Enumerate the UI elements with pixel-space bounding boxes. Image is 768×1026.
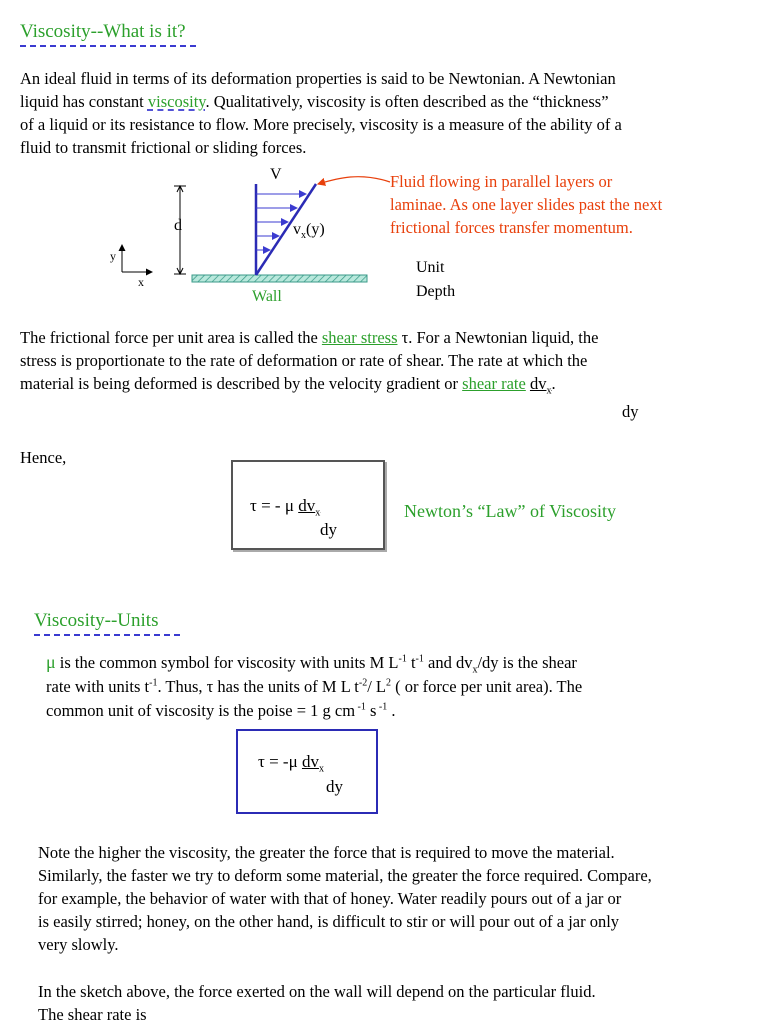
units-line-3: common unit of viscosity is the poise = 1 g cm $^{-1}$ s $^{-1}$ .	[46, 701, 396, 720]
annotation-arrow	[318, 177, 390, 184]
units-line-2: rate with units $t^{-1}$. Thus, τ has the units of M L $t^{-2}/$ $L^2$ ( or force per unit area). The	[46, 677, 583, 696]
note-line-2: Similarly, the faster we try to deform some material, the greater the force required. Compare,	[38, 866, 652, 885]
intro-line-4: fluid to transmit frictional or sliding forces.	[20, 138, 307, 157]
closing-line-2: The shear rate is	[38, 1005, 147, 1024]
equation2-lhs: τ = -μ $dv_x$	[258, 752, 324, 775]
section-heading-units: Viscosity--Units	[34, 610, 159, 631]
laminar-annotation	[390, 170, 662, 239]
velocity-profile-diagram	[100, 160, 400, 310]
closing-line-1: In the sketch above, the force exerted on the wall will depend on the particular fluid.	[38, 982, 596, 1001]
intro-paragraph	[20, 67, 622, 159]
intro-line-2	[20, 90, 622, 113]
mu-symbol: μ	[46, 652, 56, 672]
shear-rate-link[interactable]: shear rate	[462, 374, 526, 393]
equation-numerator: $dv_x$	[298, 496, 321, 519]
equation-lhs: τ = - μ $dv_x$	[250, 496, 321, 519]
units-paragraph	[46, 650, 582, 723]
intro-line-2-end: . Qualitatively, viscosity is often described as the “thickness”	[205, 92, 609, 111]
equation2-numerator: $dv_x$	[301, 752, 324, 775]
note-paragraph	[38, 841, 652, 956]
note-line-3: for example, the behavior of water with that of honey. Water readily pours out of a jar or	[38, 889, 622, 908]
intro-line-2-start: liquid has constant	[20, 92, 148, 111]
label-depth: Depth	[416, 283, 456, 300]
viscosity-link[interactable]: viscosity	[147, 92, 206, 111]
shear-rate-denominator: dy	[622, 402, 639, 421]
label-wall: Wall	[252, 288, 282, 305]
annotation-line-1: Fluid flowing in parallel layers or	[390, 172, 613, 191]
hence-label: Hence,	[20, 448, 67, 467]
shear-rate-numerator: $dv_x$	[529, 374, 552, 397]
heading-dashed-rule	[34, 634, 180, 636]
intro-line-1: An ideal fluid in terms of its deformation properties is said to be Newtonian. A Newtonian	[20, 69, 616, 88]
wall-surface	[192, 275, 367, 282]
annotation-line-2: laminae. As one layer slides past the next	[390, 195, 663, 214]
note-line-4: is easily stirred; honey, on the other hand, is difficult to stir or will pour out of a jar only	[38, 912, 620, 931]
label-y-axis: y	[110, 249, 116, 263]
annotation-line-3: frictional forces transfer momentum.	[390, 218, 633, 237]
shear-line-1: The frictional force per unit area is called the shear stress τ. For a Newtonian liquid, the	[20, 328, 599, 347]
closing-paragraph	[38, 980, 596, 1026]
label-x-axis: x	[138, 275, 144, 289]
note-line-5: very slowly.	[38, 935, 119, 954]
label-v: V	[270, 166, 282, 183]
label-unit: Unit	[416, 259, 445, 276]
heading-dashed-rule	[20, 45, 196, 47]
label-d: d	[174, 217, 182, 234]
equation-denominator: dy	[320, 520, 337, 539]
newtons-law-label: Newton’s “Law” of Viscosity	[404, 501, 617, 521]
shear-line-3: material is being deformed is described by the velocity gradient or shear rate $dv_x$.	[20, 374, 556, 397]
units-line-1: μ is the common symbol for viscosity with units M $L^{-1}$ $t^{-1}$ and $dv_x/dy$ is the shear	[46, 652, 577, 676]
shear-paragraph	[20, 326, 598, 395]
intro-line-3: of a liquid or its resistance to flow. More precisely, viscosity is a measure of the ability of a	[20, 115, 622, 134]
equation2-denominator: dy	[326, 777, 343, 796]
section-heading-what-is-it: Viscosity--What is it?	[20, 21, 186, 42]
shear-line-2: stress is proportionate to the rate of deformation or rate of shear. The rate at which the	[20, 351, 588, 370]
shear-stress-link[interactable]: shear stress	[321, 328, 398, 347]
note-line-1: Note the higher the viscosity, the greater the force that is required to move the material.	[38, 843, 615, 862]
label-vx: $v_x(y)$	[293, 221, 325, 242]
